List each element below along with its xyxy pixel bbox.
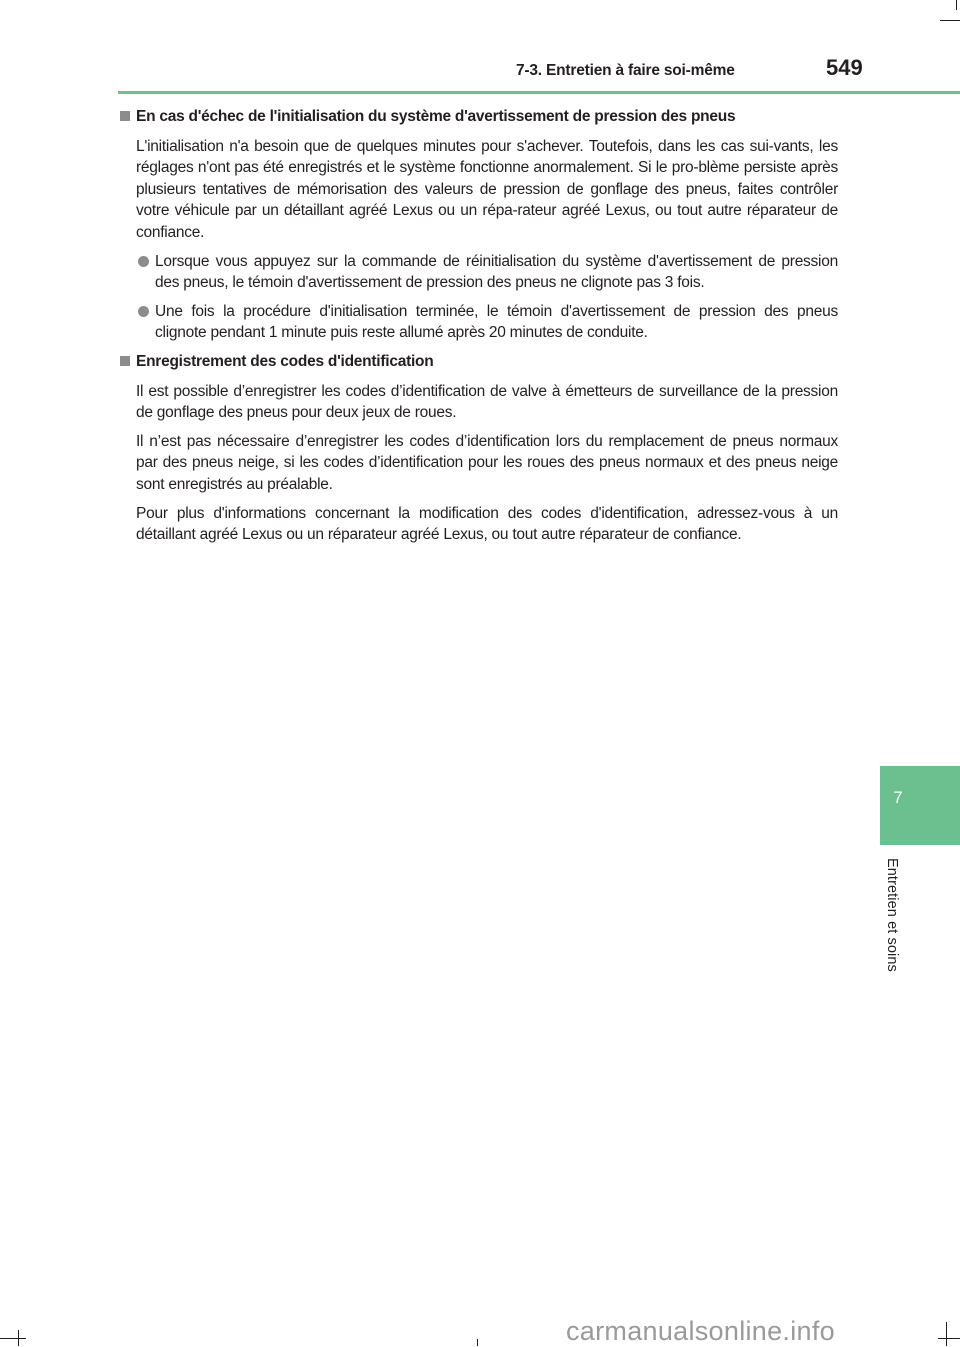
- paragraph: Il est possible d’enregistrer les codes d’identification de valve à émetteurs de surveillance de la pression de gonflage des pneus pour deux jeux de roues.: [136, 382, 838, 422]
- square-bullet-icon: [120, 356, 130, 366]
- page-number: 549: [826, 55, 863, 80]
- chapter-side-label: Entretien et soins: [884, 858, 900, 972]
- bullet-text: Lorsque vous appuyez sur la commande de réinitialisation du système d'avertissement de pression des pneus, le témoin d'avertissement de pression des pneus ne clignote pas 3 fois.: [155, 252, 838, 292]
- crop-mark: [956, 0, 957, 10]
- bullet-text: Une fois la procédure d'initialisation terminée, le témoin d'avertissement de pression des pneus clignote pendant 1 minute puis reste allumé après 20 minutes de conduite.: [155, 302, 838, 342]
- crop-mark: [940, 20, 960, 21]
- chapter-tab: [880, 766, 960, 845]
- paragraph: L'initialisation n'a besoin que de quelques minutes pour s'achever. Toutefois, dans les cas sui-vants, les réglages n'ont pas été enregistrés et le système fonctionne anormalement. Si le pro-blème persiste après plusieurs tentatives de mémorisation des valeurs de pression de gonflage des pneus, faites contrôler votre véhicule par un détaillant agréé Lexus ou un répa-rateur agréé Lexus, ou tout autre réparateur de confiance.: [136, 137, 838, 241]
- header-rule: [118, 91, 960, 94]
- crop-mark: [946, 1322, 947, 1346]
- circle-bullet-icon: [138, 256, 149, 267]
- crop-mark: [477, 1339, 478, 1346]
- section-heading: [118, 351, 838, 373]
- crop-mark: [938, 1338, 960, 1339]
- bullet-item: [155, 301, 838, 344]
- bullet-item: [155, 251, 838, 294]
- page-header-title: 7-3. Entretien à faire soi-même: [516, 62, 735, 79]
- paragraph: Il n’est pas nécessaire d’enregistrer les codes d’identification lors du remplacement de pneus normaux par des pneus neige, si les codes d’identification pour les roues des pneus normaux et des pneus neige sont enregistrés au préalable.: [136, 432, 838, 493]
- watermark: carmanualsonline.info: [566, 1316, 835, 1346]
- section-heading-text: En cas d'échec de l'initialisation du système d'avertissement de pression des pneus: [136, 108, 736, 125]
- square-bullet-icon: [120, 111, 130, 121]
- chapter-tab-number: 7: [893, 788, 903, 807]
- paragraph: Pour plus d'informations concernant la modification des codes d'identification, adressez-vous à un détaillant agréé Lexus ou un réparateur agréé Lexus, ou tout autre réparateur de confiance.: [136, 504, 838, 544]
- page-content: [118, 106, 838, 553]
- crop-mark: [18, 1330, 19, 1346]
- section-heading-text: Enregistrement des codes d'identification: [136, 352, 434, 370]
- crop-mark: [0, 1338, 26, 1339]
- circle-bullet-icon: [138, 306, 149, 317]
- section-heading: [118, 106, 838, 128]
